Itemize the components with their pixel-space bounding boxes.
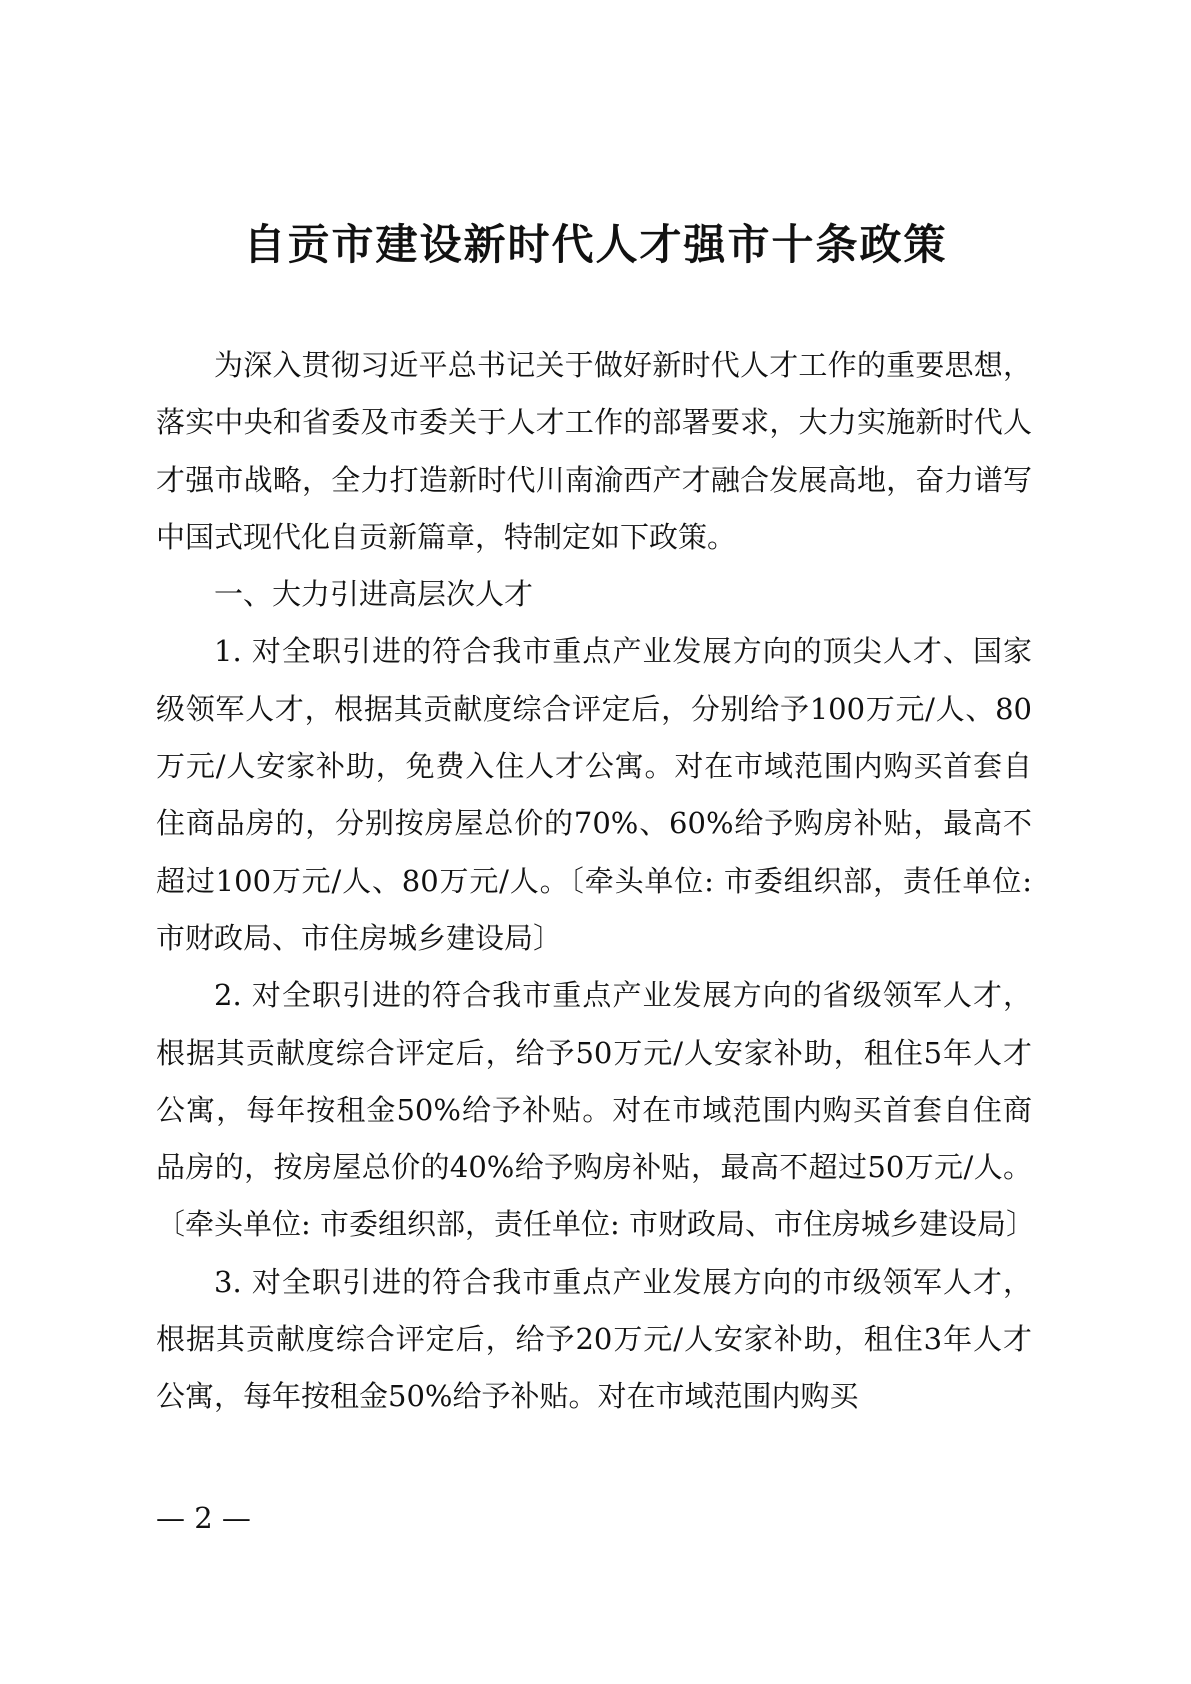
document-title: 自贡市建设新时代人才强市十条政策 xyxy=(243,220,948,269)
section-heading: 一、大力引进高层次人才 xyxy=(214,577,534,612)
policy-item-1: 1. 对全职引进的符合我市重点产业发展方向的顶尖人才、国家级领军人才，根据其贡献度综合评定后，分别给予100万元/人、80万元/人安家补助，免费入住人才公寓。对在市域范围内购买首套自住商品房的，分别按房屋总价的70%、60%给予购房补贴，最高不超过100万元/人、80万元/人。〔牵头单位: 市委组织部，责任单位: 市财政局、市住房城乡建设局〕 xyxy=(156,634,1032,955)
policy-item-3: 3. 对全职引进的符合我市重点产业发展方向的市级领军人才，根据其贡献度综合评定后，给予20万元/人安家补助，租住3年人才公寓，每年按租金50%给予补贴。对在市域范围内购买 xyxy=(156,1264,1032,1414)
intro-paragraph: 为深入贯彻习近平总书记关于做好新时代人才工作的重要思想，落实中央和省委及市委关于人才工作的部署要求，大力实施新时代人才强市战略，全力打造新时代川南渝西产才融合发展高地，奋力谱写中国式现代化自贡新篇章，特制定如下政策。 xyxy=(156,348,1032,554)
document-body xyxy=(156,337,1035,1426)
policy-item-2: 2. 对全职引进的符合我市重点产业发展方向的省级领军人才，根据其贡献度综合评定后，给予50万元/人安家补助，租住5年人才公寓，每年按租金50%给予补贴。对在市域范围内购买首套自住商品房的，按房屋总价的40%给予购房补贴，最高不超过50万元/人。〔牵头单位: 市委组织部，责任单位: 市财政局、市住房城乡建设局〕 xyxy=(156,978,1035,1242)
page-number: — 2 — xyxy=(156,1501,251,1535)
